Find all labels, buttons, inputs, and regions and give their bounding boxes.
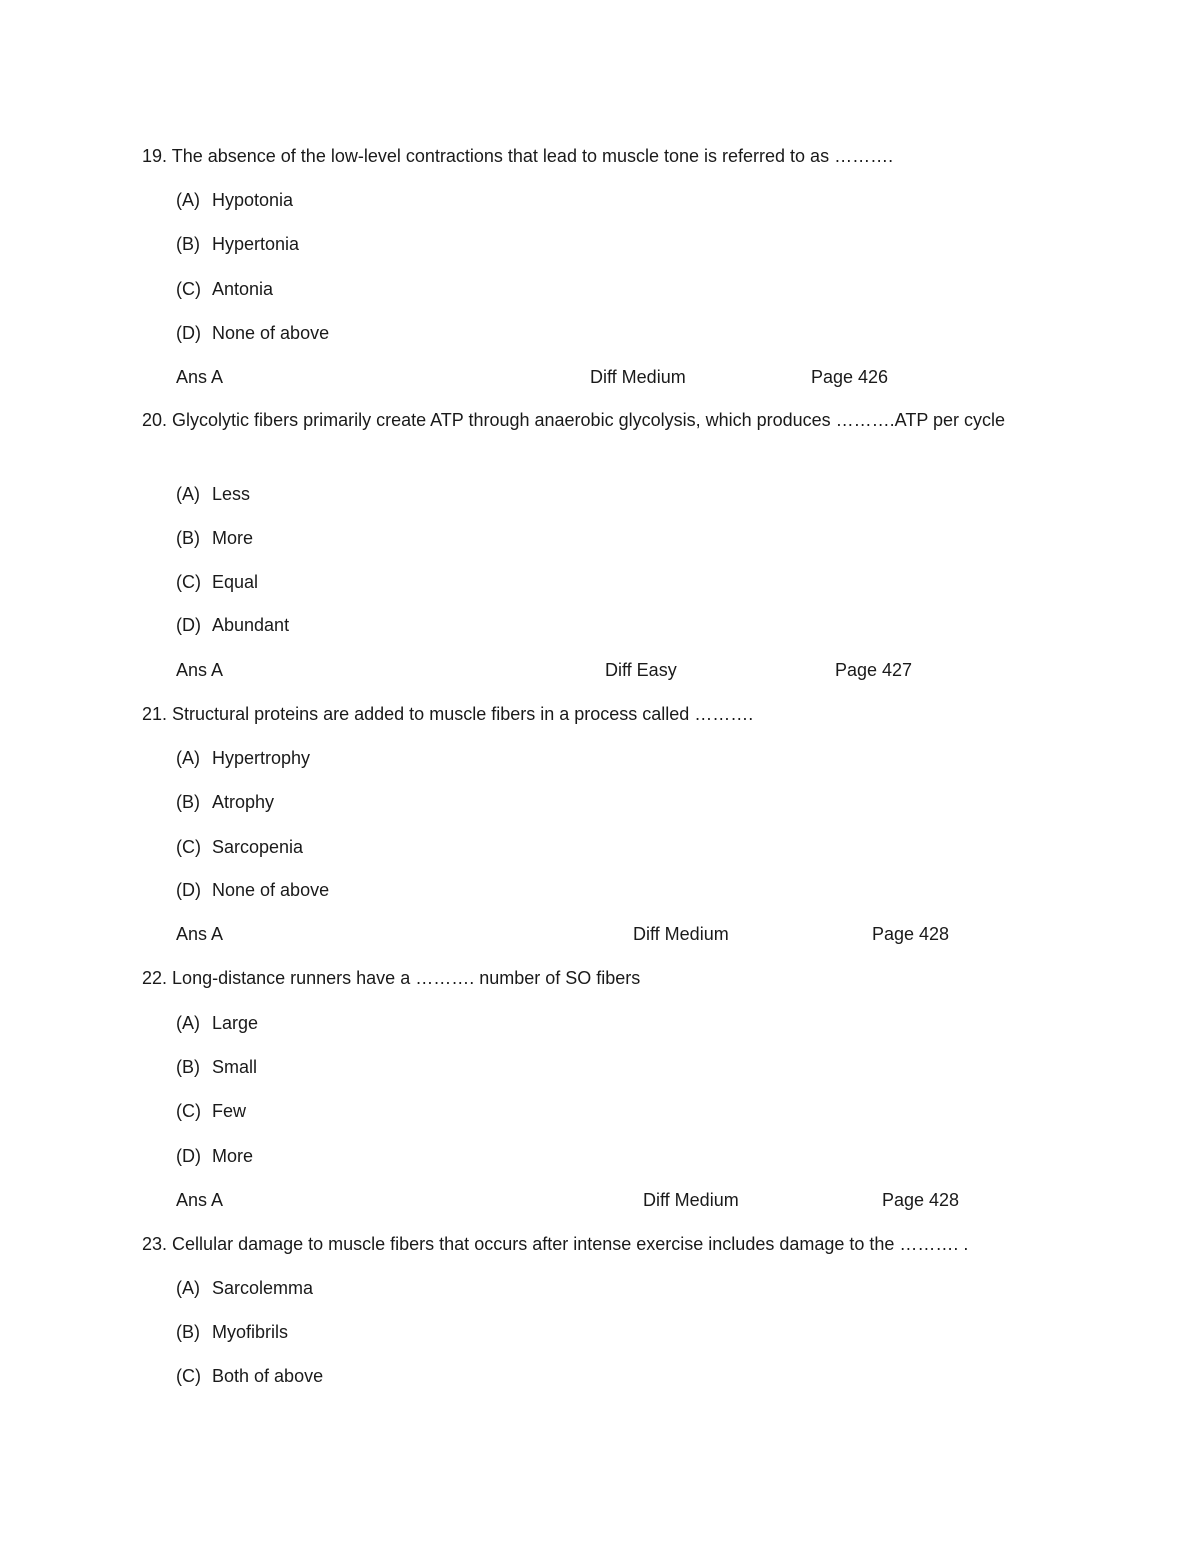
option-letter: (B)	[176, 1057, 200, 1077]
option-letter: (A)	[176, 1013, 200, 1033]
page-ref-19: Page 426	[811, 367, 889, 387]
option-text: Both of above	[212, 1366, 324, 1386]
option-23-c	[176, 1365, 323, 1387]
question-number: 20.	[142, 410, 168, 430]
option-21-c	[176, 836, 303, 858]
option-letter: (B)	[176, 792, 200, 812]
option-text: Myofibrils	[212, 1322, 289, 1342]
question-21	[142, 703, 753, 725]
option-19-c	[176, 278, 273, 300]
option-letter: (C)	[176, 572, 201, 592]
option-text: None of above	[212, 880, 330, 900]
question-text: Structural proteins are added to muscle fibers in a process called ……….	[172, 704, 754, 724]
difficulty-19: Diff Medium	[590, 367, 686, 387]
question-19	[142, 145, 893, 167]
question-text: Long-distance runners have a ………. number of SO fibers	[172, 968, 641, 988]
answer-19: Ans A	[176, 367, 224, 387]
page-ref-20: Page 427	[835, 660, 913, 680]
option-19-d	[176, 322, 329, 344]
option-letter: (B)	[176, 528, 200, 548]
option-letter: (A)	[176, 1278, 200, 1298]
option-letter: (A)	[176, 190, 200, 210]
option-19-a	[176, 189, 293, 211]
option-text: Hypertonia	[212, 234, 300, 254]
option-text: Less	[212, 484, 251, 504]
question-number: 22.	[142, 968, 168, 988]
page-ref-22: Page 428	[882, 1190, 960, 1210]
option-text: Large	[212, 1013, 259, 1033]
option-letter: (B)	[176, 1322, 200, 1342]
option-21-b	[176, 791, 274, 813]
option-text: Abundant	[212, 615, 290, 635]
option-letter: (C)	[176, 837, 201, 857]
option-22-c	[176, 1100, 246, 1122]
answer-21: Ans A	[176, 924, 224, 944]
option-20-a	[176, 483, 250, 505]
option-19-b	[176, 233, 299, 255]
option-text: Equal	[212, 572, 259, 592]
option-text: Sarcopenia	[212, 837, 304, 857]
option-letter: (D)	[176, 323, 201, 343]
difficulty-22: Diff Medium	[643, 1190, 739, 1210]
option-letter: (D)	[176, 615, 201, 635]
option-letter: (A)	[176, 748, 200, 768]
page-ref-21: Page 428	[872, 924, 950, 944]
option-text: More	[212, 1146, 254, 1166]
option-letter: (C)	[176, 1366, 201, 1386]
option-text: Sarcolemma	[212, 1278, 314, 1298]
option-20-d	[176, 614, 289, 636]
option-letter: (A)	[176, 484, 200, 504]
option-22-b	[176, 1056, 257, 1078]
difficulty-21: Diff Medium	[633, 924, 729, 944]
difficulty-20: Diff Easy	[605, 660, 677, 680]
answer-20: Ans A	[176, 660, 224, 680]
option-text: None of above	[212, 323, 330, 343]
option-20-c	[176, 571, 258, 593]
option-letter: (D)	[176, 880, 201, 900]
option-text: Small	[212, 1057, 258, 1077]
question-20	[142, 406, 1032, 435]
option-21-d	[176, 879, 329, 901]
question-23	[142, 1233, 968, 1255]
question-number: 21.	[142, 704, 168, 724]
option-text: Few	[212, 1101, 247, 1121]
question-text: Cellular damage to muscle fibers that occurs after intense exercise includes damage to the ………. .	[172, 1234, 969, 1254]
option-22-a	[176, 1012, 258, 1034]
option-22-d	[176, 1145, 253, 1167]
option-21-a	[176, 747, 310, 769]
option-23-b	[176, 1321, 288, 1343]
option-text: Hypotonia	[212, 190, 294, 210]
question-number: 23.	[142, 1234, 168, 1254]
question-number: 19.	[142, 146, 168, 166]
question-text: The absence of the low-level contractions that lead to muscle tone is referred to as ……….	[171, 146, 894, 166]
question-22	[142, 967, 640, 989]
option-letter: (C)	[176, 279, 201, 299]
option-text: More	[212, 528, 254, 548]
option-20-b	[176, 527, 253, 549]
option-text: Hypertrophy	[212, 748, 311, 768]
option-text: Atrophy	[212, 792, 275, 812]
option-23-a	[176, 1277, 313, 1299]
option-letter: (D)	[176, 1146, 201, 1166]
option-letter: (B)	[176, 234, 200, 254]
option-text: Antonia	[212, 279, 274, 299]
answer-22: Ans A	[176, 1190, 224, 1210]
option-letter: (C)	[176, 1101, 201, 1121]
question-text: Glycolytic fibers primarily create ATP through anaerobic glycolysis, which produces ……….ATP per cycle	[172, 410, 1006, 430]
